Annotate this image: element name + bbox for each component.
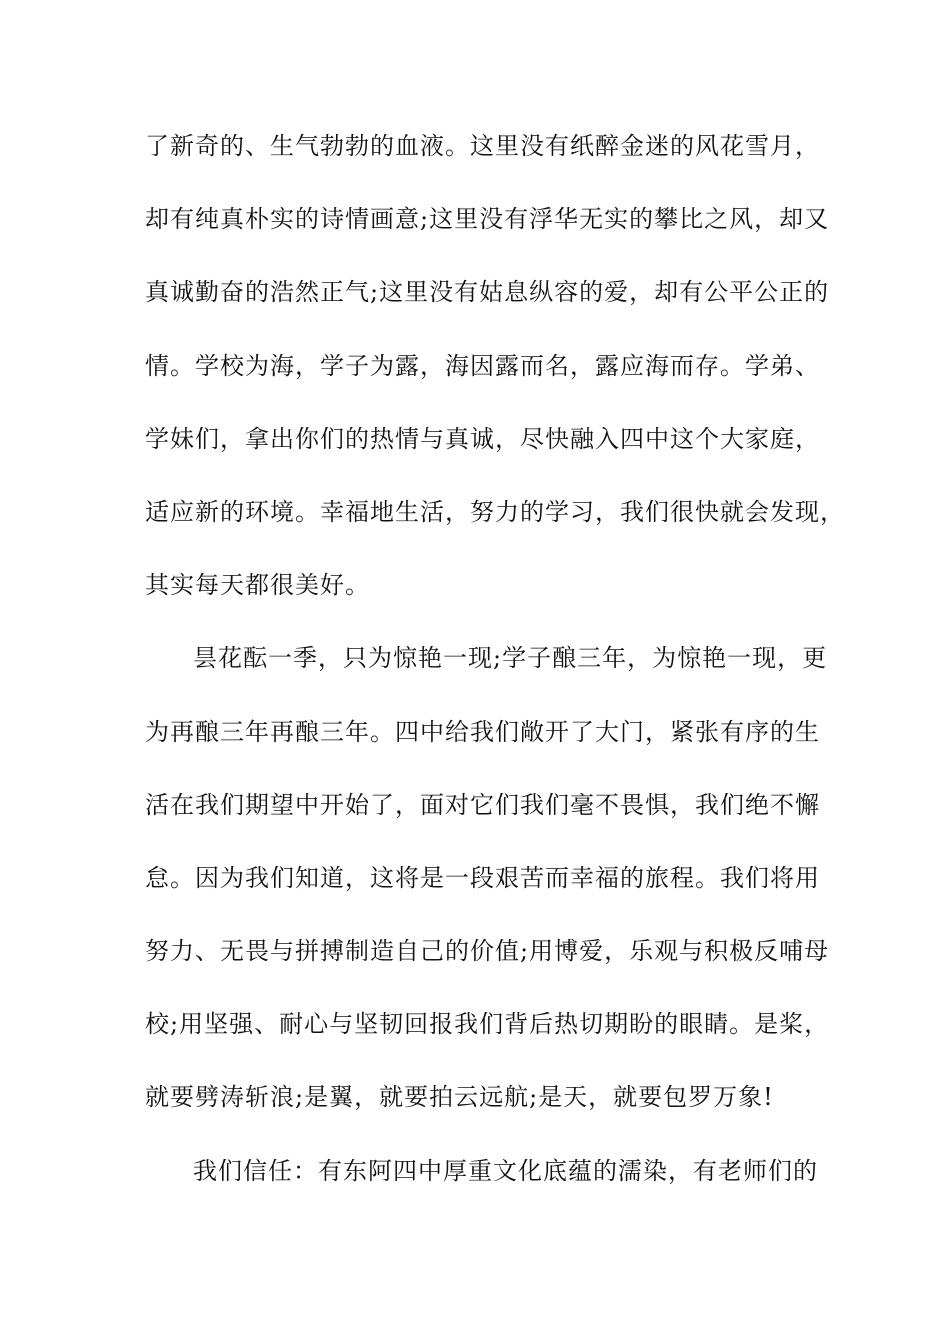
- text-line: 为再酿三年再酿三年。四中给我们敞开了大门，紧张有序的生: [145, 717, 820, 746]
- text-line: 努力、无畏与拼搏制造自己的价值;用博爱，乐观与积极反哺母: [145, 937, 830, 966]
- text-line: 适应新的环境。幸福地生活，努力的学习，我们很快就会发现，: [145, 497, 845, 526]
- paragraph-start-line: 昙花酝一季，只为惊艳一现;学子酿三年，为惊艳一现，更: [193, 644, 828, 673]
- text-line: 就要劈涛斩浪;是翼，就要拍云远航;是天，就要包罗万象!: [145, 1083, 774, 1112]
- text-line: 却有纯真朴实的诗情画意;这里没有浮华无实的攀比之风，却又: [145, 205, 830, 234]
- text-line: 学妹们，拿出你们的热情与真诚，尽快融入四中这个大家庭，: [145, 424, 820, 453]
- text-line: 怠。因为我们知道，这将是一段艰苦而幸福的旅程。我们将用: [145, 863, 820, 892]
- paragraph-start-line: 我们信任：有东阿四中厚重文化底蕴的濡染，有老师们的: [193, 1156, 818, 1185]
- document-body: [145, 128, 845, 1226]
- text-line: 真诚勤奋的浩然正气;这里没有姑息纵容的爱，却有公平公正的: [145, 278, 830, 307]
- text-line: 校;用坚强、耐心与坚韧回报我们背后热切期盼的眼睛。是桨，: [145, 1010, 830, 1039]
- text-line: 活在我们期望中开始了，面对它们我们毫不畏惧，我们绝不懈: [145, 790, 820, 819]
- text-line: 了新奇的、生气勃勃的血液。这里没有纸醉金迷的风花雪月，: [145, 132, 820, 160]
- text-line: 情。学校为海，学子为露，海因露而名，露应海而存。学弟、: [145, 351, 820, 380]
- text-line: 其实每天都很美好。: [145, 571, 370, 600]
